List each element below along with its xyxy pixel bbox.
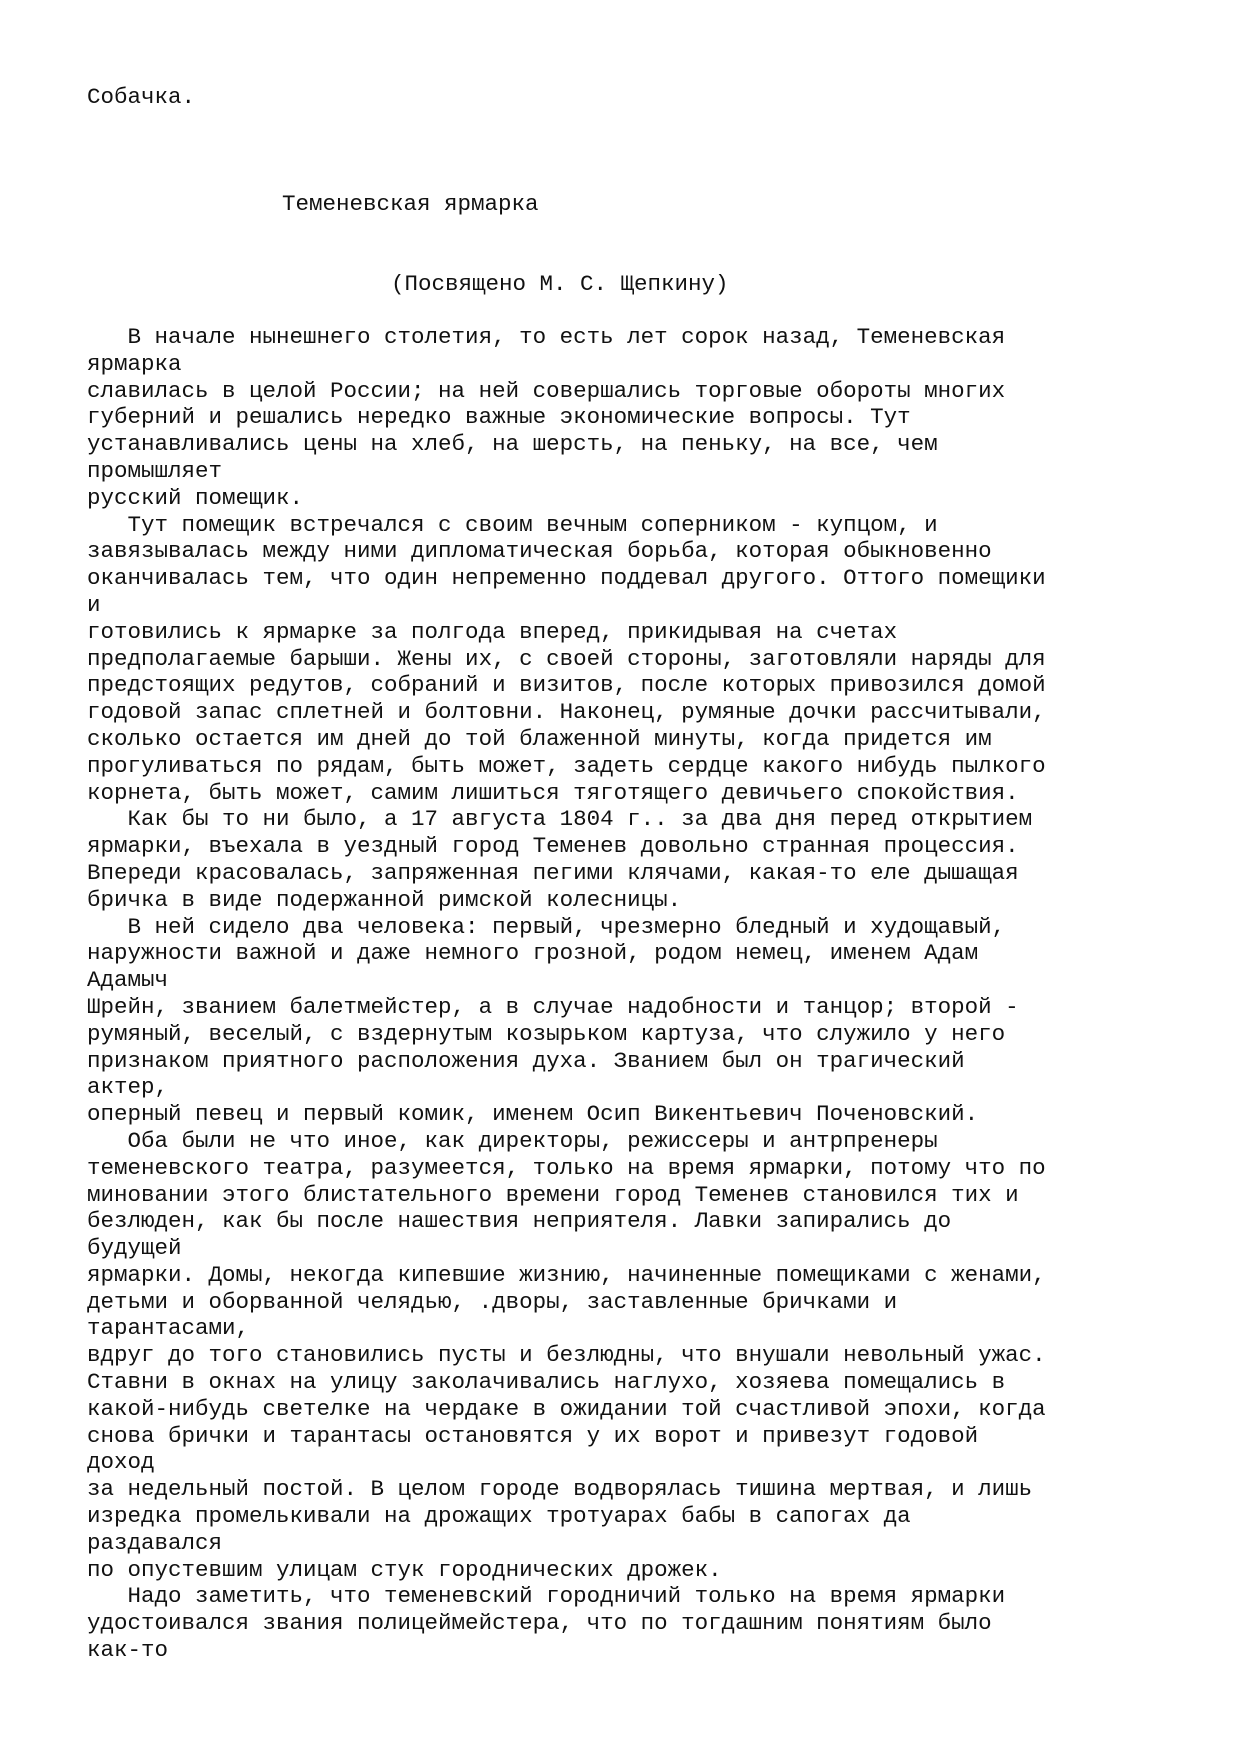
dedication: (Посвящено М. С. Щепкину) xyxy=(391,271,729,297)
previous-story-tail: Собачка. xyxy=(87,84,196,110)
body-text: В начале нынешнего столетия, то есть лет сорок назад, Теменевская ярмарка славилась в целой России; на ней совершались торговые обороты многих губерний и решались нередко важные экономические вопросы. Тут устанавливались цены на хлеб, на шерсть, на пеньку, на все, чем промышляет русский помещик. Тут помещик встречался с своим вечным соперником - купцом, и завязывалась между ними дипломатическая борьба, которая обыкновенно оканчивалась тем, что один непременно поддевал другого. Оттого помещики и готовились к ярмарке за полгода вперед, прикидывая на счетах предполагаемые барыши. Жены их, с своей стороны, заготовляли наряды для предстоящих редутов, собраний и визитов, после которых привозился домой годовой запас сплетней и болтовни. Наконец, румяные дочки рассчитывали, сколько остается им дней до той блаженной минуты, когда придется им прогуливаться по рядам, быть может, задеть сердце какого нибудь пылкого корнета, быть может, самим лишиться тяготящего девичьего спокойствия. Как бы то ни было, а 17 августа 1804 г.. за два дня перед открытием ярмарки, въехала в уездный город Теменев довольно странная процессия. Впереди красовалась, запряженная пегими клячами, какая-то еле дышащая бричка в виде подержанной римской колесницы. В ней сидело два человека: первый, чрезмерно бледный и худощавый, наружности важной и даже немного грозной, родом немец, именем Адам Адамыч Шрейн, званием балетмейстер, а в случае надобности и танцор; второй - румяный, веселый, с вздернутым козырьком картуза, что служило у него признаком приятного расположения духа. Званием был он трагический актер, оперный певец и первый комик, именем Осип Викентьевич Поченовский. Оба были не что иное, как директоры, режиссеры и антрпренеры теменевского театра, разумеется, только на время ярмарки, потому что по миновании этого блистательного времени город Теменев становился тих и безлюден, как бы после нашествия неприятеля. Лавки запирались до будущей ярмарки. Домы, некогда кипевшие жизнию, начиненные помещиками с женами, детьми и оборванной челядью, .дворы, заставленные бричками и тарантасами, вдруг до того становились пусты и безлюдны, что внушали невольный ужас. Ставни в окнах на улицу заколачивались наглухо, хозяева помещались в какой-нибудь светелке на чердаке в ожидании той счастливой эпохи, когда снова брички и тарантасы остановятся у их ворот и привезут годовой доход за недельный постой. В целом городе водворялась тишина мертвая, и лишь изредка промелькивали на дрожащих тротуарах бабы в сапогах да раздавался по опустевшим улицам стук городнических дрожек. Надо заметить, что теменевский городничий только на время ярмарки удостоивался звания полицеймейстера, что по тогдашним понятиям было как-то xyxy=(87,324,1046,1664)
chapter-title: Теменевская ярмарка xyxy=(282,191,539,217)
